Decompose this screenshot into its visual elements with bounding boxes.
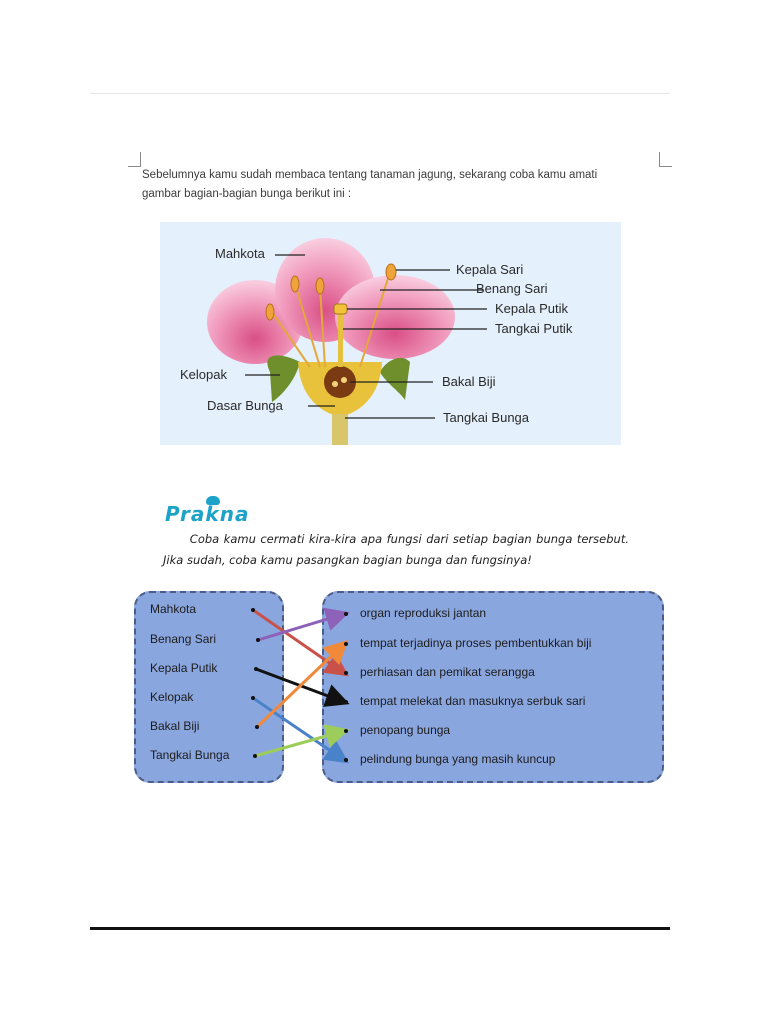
part-item[interactable]: Tangkai Bunga <box>150 748 230 762</box>
label-tangkai-bunga: Tangkai Bunga <box>443 410 530 425</box>
intro-line-2: gambar bagian-bagian bunga berikut ini : <box>142 188 352 200</box>
function-item[interactable]: perhiasan dan pemikat serangga <box>360 665 535 679</box>
function-item[interactable]: penopang bunga <box>360 723 451 737</box>
part-item[interactable]: Kepala Putik <box>150 661 218 675</box>
part-item[interactable]: Kelopak <box>150 690 194 704</box>
label-mahkota: Mahkota <box>215 246 265 261</box>
part-item[interactable]: Bakal Biji <box>150 719 200 733</box>
part-item[interactable]: Benang Sari <box>150 632 217 646</box>
part-item[interactable]: Mahkota <box>150 602 197 616</box>
page-top-rule <box>90 93 670 94</box>
function-item[interactable]: organ reproduksi jantan <box>360 606 487 620</box>
instruction-body: Coba kamu cermati kira-kira apa fungsi dari setiap bagian bunga tersebut. Jika sudah, coba kamu pasangkan bagian bunga dan fungsinya! <box>163 532 629 567</box>
label-kepala-sari: Kepala Sari <box>456 262 524 277</box>
petal-right <box>335 275 455 359</box>
stem <box>332 414 348 445</box>
page-bottom-rule <box>90 927 670 930</box>
label-kepala-putik: Kepala Putik <box>495 301 568 316</box>
margin-corner-right <box>659 152 672 167</box>
intro-paragraph <box>142 166 642 204</box>
label-dasar-bunga: Dasar Bunga <box>207 398 283 413</box>
sepal-left <box>267 355 300 402</box>
instruction-text <box>163 529 629 571</box>
function-item[interactable]: pelindung bunga yang masih kuncup <box>360 752 556 766</box>
label-benang-sari: Benang Sari <box>476 281 548 296</box>
label-kelopak: Kelopak <box>180 367 227 382</box>
label-tangkai-putik: Tangkai Putik <box>495 321 573 336</box>
function-item[interactable]: tempat terjadinya proses pembentukkan biji <box>360 636 592 650</box>
section-logo: Prakna <box>165 502 250 526</box>
intro-line-1: Sebelumnya kamu sudah membaca tentang tanaman jagung, sekarang coba kamu amati <box>142 169 598 181</box>
label-bakal-biji: Bakal Biji <box>442 374 496 389</box>
margin-corner-left <box>128 152 141 167</box>
sepal-right <box>380 358 410 400</box>
function-item[interactable]: tempat melekat dan masuknya serbuk sari <box>360 694 586 708</box>
flower-diagram <box>160 222 621 445</box>
